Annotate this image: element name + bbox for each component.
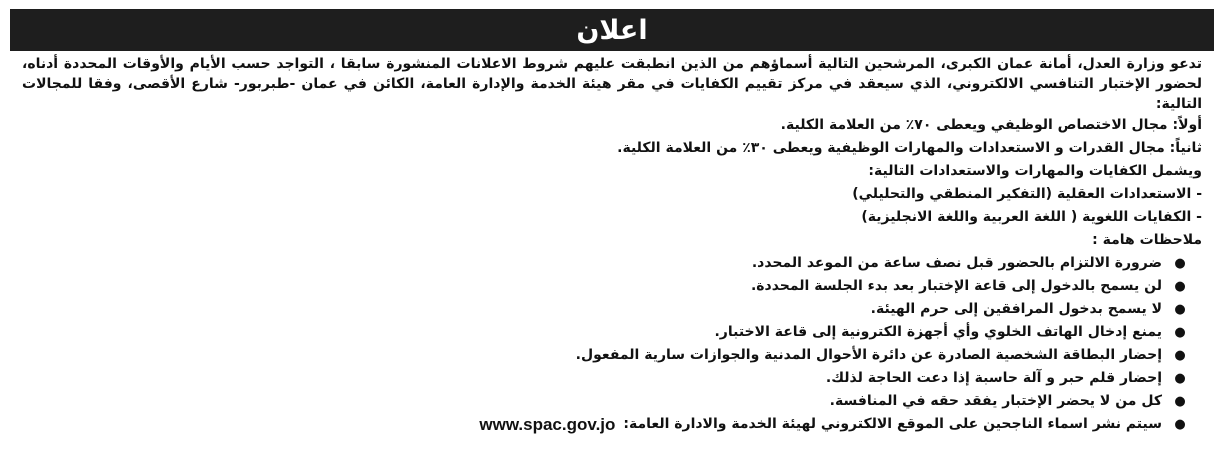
intro-paragraph: تدعو وزارة العدل، أمانة عمان الكبرى، المرشحين التالية أسماؤهم من الذين انطبقت عليهم شروط الاعلانات المنشورة سابقا ، التواجد حسب الأيام والأوقات المحددة أدناه، لحضور الإختبار التنافسي الالكتروني، الذي سيعقد في مركز تقييم الكفايات في مقر هيئة الخدمة والإدارة العامة، الكائن في عمان -طبربور- شارع الأقصى، وفقا للمجالات التالية: xyxy=(22,56,1202,112)
bullet-icon: ● xyxy=(1174,302,1186,317)
list-item xyxy=(22,390,1190,413)
notes-heading: ملاحظات هامة : xyxy=(1092,232,1202,248)
list-item xyxy=(22,321,1190,344)
note-text: سيتم نشر اسماء الناجحين على الموقع الالكتروني لهيئة الخدمة والادارة العامة: xyxy=(623,416,1162,432)
note-text: كل من لا يحضر الإختبار يفقد حقه في المنافسة. xyxy=(829,393,1162,409)
list-item xyxy=(22,367,1190,390)
note-text: يمنع إدخال الهاتف الخلوي وأي أجهزة الكترونية إلى قاعة الاختبار. xyxy=(714,324,1162,340)
note-text: إحضار البطاقة الشخصية الصادرة عن دائرة الأحوال المدنية والجوازات سارية المفعول. xyxy=(575,347,1162,363)
competency-language: - الكفايات اللغوية ( اللغة العربية واللغة الانجليزية) xyxy=(861,209,1202,225)
bullet-icon: ● xyxy=(1174,371,1186,386)
note-text: ضرورة الالتزام بالحضور قبل نصف ساعة من الموعد المحدد. xyxy=(751,255,1162,271)
list-item xyxy=(22,413,1190,436)
announcement-body xyxy=(10,51,1214,436)
bullet-icon: ● xyxy=(1174,417,1186,432)
competency-mental: - الاستعدادات العقلية (التفكير المنطقي والتحليلي) xyxy=(852,186,1202,202)
note-text: لن يسمح بالدخول إلى قاعة الإختبار بعد بدء الجلسة المحددة. xyxy=(750,278,1162,294)
bullet-icon: ● xyxy=(1174,325,1186,340)
note-text: إحضار قلم حبر و آلة حاسبة إذا دعت الحاجة لذلك. xyxy=(825,370,1162,386)
bullet-icon: ● xyxy=(1174,394,1186,409)
list-item xyxy=(22,252,1190,275)
announcement-title-bar xyxy=(10,9,1214,51)
bullet-icon: ● xyxy=(1174,348,1186,363)
list-item xyxy=(22,298,1190,321)
notes-list xyxy=(22,252,1202,436)
list-item xyxy=(22,275,1190,298)
note-text: لا يسمح بدخول المرافقين إلى حرم الهيئة. xyxy=(870,301,1162,317)
bullet-icon: ● xyxy=(1174,256,1186,271)
competencies-heading: ويشمل الكفايات والمهارات والاستعدادات التالية: xyxy=(868,163,1202,179)
website-url: www.spac.gov.jo xyxy=(479,415,616,434)
list-item xyxy=(22,344,1190,367)
field-first: أولاً: مجال الاختصاص الوظيفي ويعطى ٧٠٪ من العلامة الكلية. xyxy=(780,117,1202,133)
bullet-icon: ● xyxy=(1174,279,1186,294)
field-second: ثانياً: مجال القدرات و الاستعدادات والمهارات الوظيفية ويعطى ٣٠٪ من العلامة الكلية. xyxy=(617,140,1202,156)
announcement-title: اعلان xyxy=(576,14,648,46)
